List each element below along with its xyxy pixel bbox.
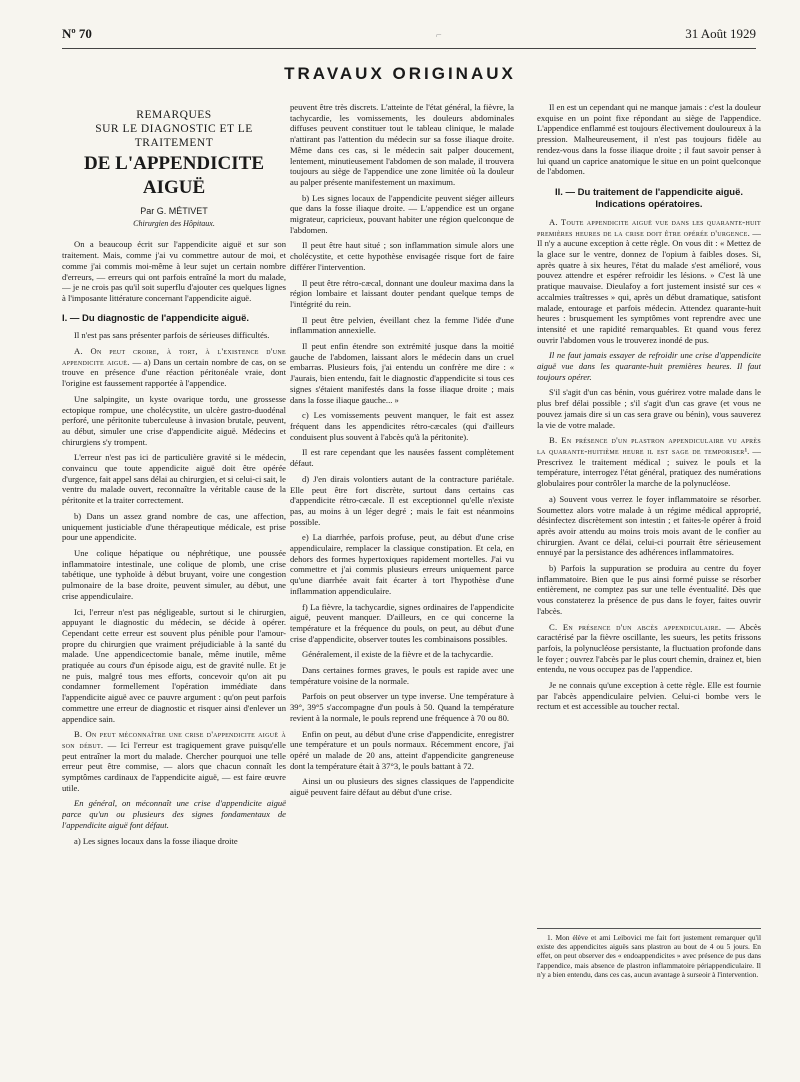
paragraph: S'il s'agit d'un cas bénin, vous guérirez votre malade dans le plus bref délai possible ; s'il s'agit d'un cas grave (et vous ne pouvez jamais dire si un cas sera grave ou bénin), vous sauverez la vie de votre malade. xyxy=(537,387,761,430)
paragraph: Il en est un cependant qui ne manque jamais : c'est la douleur exquise en un point fixe répondant au siège de l'appendice. L'appendice enflammé est toujours électivement douloureux à la pression. Malheureusement, il n'est pas toujours fidèle au rendez-vous dans la fosse iliaque droite ; il faut savoir penser à lui quand un caprice anatomique le situe en un point quelconque de l'abdomen. xyxy=(537,102,761,177)
article-affiliation: Chirurgien des Hôpitaux. xyxy=(133,218,215,228)
section-title: TRAVAUX ORIGINAUX xyxy=(284,64,516,83)
paragraph xyxy=(537,622,761,676)
paragraph: Une salpingite, un kyste ovarique tordu, une grossesse ectopique rompue, une cholécystite, un ulcère gastro-duodénal perforé, une péritonite tuberculeuse à invasion brutale, peuvent, au début, simuler une crise d'appendicite aiguë. Médecins et chirurgiens s'y trompent. xyxy=(62,393,286,447)
paragraph-text: — Il n'y a aucune exception à cette règle. On vous dit : « Mettez de la glace sur le ventre, donnez de l'opium à faibles doses. Si, après quatre à six heures, l'état du malade s'est amélioré, vous pouvez attendre et espérer refroidir les lésions. » C'est là une pratique mauvaise. Dieulafoy a fort justement insisté sur ces « accalmies traîtresses » qui, après un début dramatique, satisfont malade, entourage et parfois médecin. Attendez quarante-huit heures : brusquement les symptômes vont reprendre avec une intensité et une rapidité remarquables. Et quand vous ferez ouvrir l'abdomen vous le trouverez inondé de pus. xyxy=(537,227,761,345)
paragraph xyxy=(537,217,761,345)
paragraph: b) Parfois la suppuration se produira au centre du foyer inflammatoire. Bien que le pus ainsi formé puisse se résorber entièrement, ne comptez pas sur une telle éventualité. Dès que vous constaterez la présence de pus dans le foyer, faites ouvrir l'abcès. xyxy=(537,563,761,616)
paragraph: Il peut être rétro-cæcal, donnant une douleur maxima dans la région lombaire et laissant douter pendant quelque temps de l'intégrité du rein. xyxy=(290,277,514,309)
paragraph: Parfois on peut observer un type inverse. Une température à 39°, 39°5 s'accompagne d'un pouls à 50. Quand la température revient à la normale, le pouls reprend une fréquence à 70 ou 80. xyxy=(290,691,514,723)
column-1 xyxy=(62,102,286,1062)
paragraph: Généralement, il existe de la fièvre et de la tachycardie. xyxy=(302,649,494,660)
issue-number: Nº 70 xyxy=(62,26,92,41)
paragraph: f) La fièvre, la tachycardie, signes ordinaires de l'appendicite aiguë, peuvent manquer. D'ailleurs, en ce qui concerne la température et la fréquence du pouls, on peut, au début d'une crise d'appendicite, observer toutes les combinaisons possibles. xyxy=(290,601,514,644)
paragraph: b) Dans un assez grand nombre de cas, une affection, uniquement justiciable d'une thérapeutique médicale, est prise pour une appendicite. xyxy=(62,510,286,543)
paragraph-text: — Abcès caractérisé par la fièvre oscillante, les sueurs, les petits frissons parfois, la polynucléose persistante, la fluctuation profonde dans le foyer ; ouvrez l'abcès par le plus court chemin, drainez et, bien entendu, ne vous occupez pas de l'appendice. xyxy=(537,621,761,675)
paragraph: peuvent être très discrets. L'atteinte de l'état général, la fièvre, la tachycardie, les vomissements, les douleurs abdominales diffuses peuvent constituer tout le tableau clinique, le malade n'attirant pas l'attention du médecin sur sa fosse iliaque droite. Même dans ces cas, si le médecin sait palper doucement, lentement, minutieusement l'abdomen de son malade, il trouvera toujours au siège de l'appendice une zone limitée où la douleur au palper présente manifestement un maximum. xyxy=(290,102,514,187)
issue-date: 31 Août 1929 xyxy=(685,26,756,41)
paragraph: a) Les signes locaux dans la fosse iliaque droite xyxy=(74,835,238,846)
paragraph: Il est rare cependant que les nausées fassent complètement défaut. xyxy=(290,447,514,469)
run-in-heading: C. En présence d'un abcès appendiculaire. xyxy=(549,621,722,632)
section-heading: II. — Du traitement de l'appendicite aiguë. Indications opératoires. xyxy=(554,186,744,210)
paragraph: Il peut être pelvien, éveillant chez la femme l'idée d'une inflammation annexielle. xyxy=(290,314,514,336)
paragraph: On a beaucoup écrit sur l'appendicite aiguë et sur son traitement. Mais, comme j'ai vu commettre autour de moi, et comme j'ai commis moi-même à leur sujet un certain nombre d'erreurs, — erreurs qui ont parfois entraîné la mort du malade, — je ne crois pas qu'il soit superflu d'ajouter ces quelques lignes à l'imposante littérature concernant l'appendicite aiguë. xyxy=(62,239,286,303)
run-in-heading: B. En présence d'un plastron appendiculaire vu après la quarante-huitième heure il est sage de temporiser xyxy=(537,435,761,456)
paragraph: Il n'est pas sans présenter parfois de sérieuses difficultés. xyxy=(74,330,270,341)
run-in-heading: A. Toute appendicite aiguë vue dans les quarante-huit premières heures de la crise doit être opérée d'urgence. xyxy=(537,216,761,238)
run-in-heading: A. On peut croire, à tort, à l'existence d'une appendicite aiguë. xyxy=(62,346,286,367)
paragraph: c) Les vomissements peuvent manquer, le fait est assez fréquent dans les appendicites rétro-cæcales (qui d'ailleurs conduisent plus souvent à l'abcès qu'à la péritonite). xyxy=(290,410,514,442)
paragraph-text: — a) Dans un certain nombre de cas, on se trouve en présence d'une réaction péritonéale vraie, dont l'origine est faussement rapportée à l'appendice. xyxy=(62,356,286,389)
paragraph: En général, on méconnaît une crise d'appendicite aiguë parce qu'un ou plusieurs des signes fondamentaux de l'appendicite aiguë font défaut. xyxy=(62,798,286,830)
footnote xyxy=(537,928,761,979)
paragraph: Ici, l'erreur n'est pas négligeable, surtout si le chirurgien, appuyant le diagnostic du médecin, se décide à opérer. Cependant cette erreur est souvent plus pénible pour l'amour-propre du chirurgien que vraiment préjudiciable à la santé du malade. Une appendicectomie banale, même inutile, même pratiquée au cours d'un épisode aigu, est de gravité nulle. Et je ne puis, malgré tous mes efforts, concevoir qu'on ait pu condamner formellement l'opération immédiate dans l'appendicite aiguë avec ce pauvre argument : qu'on peut parfois commettre une erreur de diagnostic et risquer ainsi d'enlever un appendice sain. xyxy=(62,606,286,724)
paragraph-text: ¹. — Prescrivez le traitement médical ; suivez le pouls et la température, interrogez l'état général, pratiquez des numérations globulaires pour contrôler la marche de la polynucléose. xyxy=(537,445,761,489)
paragraph xyxy=(62,729,286,793)
article-author: Par G. MÉTIVET xyxy=(140,206,208,216)
paragraph xyxy=(537,435,761,489)
paragraph: Je ne connais qu'une exception à cette règle. Elle est fournie par l'abcès appendiculaire pelvien. Celui-ci bombe vers le rectum et est accessible au toucher rectal. xyxy=(537,680,761,712)
paragraph: Il peut être haut situé ; son inflammation simule alors une cholécystite, et cette hypothèse envisagée risque fort de faire différer l'intervention. xyxy=(290,240,514,272)
article-title-line3: DE L'APPENDICITE AIGUË xyxy=(84,153,264,198)
paragraph: Une colique hépatique ou néphrétique, une poussée inflammatoire intestinale, une colique de plomb, une crise tabétique, une typhoïde à début bruyant, voire une congestion pulmonaire de la base droite, peuvent simuler, au début, une crise appendiculaire. xyxy=(62,547,286,601)
paragraph: Il ne faut jamais essayer de refroidir une crise d'appendicite aiguë vue dans les quarante-huit premières heures. Il faut toujours opérer. xyxy=(537,350,761,382)
paragraph: e) La diarrhée, parfois profuse, peut, au début d'une crise appendiculaire, remplacer la classique constipation. Et cela, en dehors des formes hypertoxiques rapidement mortelles. J'ai vu commettre et j'ai commis plusieurs erreurs uniquement parce qu'une diarrhée avait fait écarter à tort l'hypothèse d'une inflammation appendiculaire. xyxy=(290,532,514,596)
header-rule xyxy=(62,48,756,49)
section-heading: I. — Du diagnostic de l'appendicite aiguë. xyxy=(62,312,250,324)
article-title-block xyxy=(62,108,286,229)
run-in-heading: B. On peut méconnaître une crise d'appendicite aiguë à son début. xyxy=(62,729,286,750)
paragraph: d) J'en dirais volontiers autant de la contracture pariétale. Elle peut être fort discrète, surtout dans certains cas d'appendicite rétro-cæcale. Il est exceptionnel qu'elle n'existe pas, au moins à un léger degré ; mais le fait est néanmoins possible. xyxy=(290,473,514,527)
page-header xyxy=(62,26,756,44)
paragraph: b) Les signes locaux de l'appendicite peuvent siéger ailleurs que dans la fosse iliaque droite. — L'appendice est un organe migrateur, capricieux, pouvant habiter une région quelconque de l'abdomen. xyxy=(290,192,514,235)
paragraph: a) Souvent vous verrez le foyer inflammatoire se résorber. Soumettez alors votre malade à un régime médical approprié, désinfectez discrètement son intestin ; et faites-le opérer à froid après avoir attendu au moins trois mois avant de le confier au chirurgien. Avant ce délai, celui-ci pourrait être sérieusement ennuyé par la persistance des adhérences inflammatoires. xyxy=(537,493,761,558)
paragraph: L'erreur n'est pas ici de particulière gravité si le médecin, convaincu que toute appendicite aiguë doit être opérée d'urgence, fait appel sans délai au chirurgien, et si celui-ci sait, le ventre du malade ouvert, reconnaître la véritable cause de la péritonite et la traiter correctement. xyxy=(62,452,286,506)
column-2 xyxy=(290,102,514,1062)
paragraph-text: — Ici l'erreur est tragiquement grave puisqu'elle peut entraîner la mort du malade. Chercher pourquoi une telle erreur peut être commise, — alors que chacun connaît les symptômes cardinaux de l'appendicite aiguë, — est faire œuvre utile. xyxy=(62,739,286,793)
paragraph: Ainsi un ou plusieurs des signes classiques de l'appendicite aiguë peuvent faire défaut au début d'une crise. xyxy=(290,776,514,798)
paragraph: Il peut enfin étendre son extrémité jusque dans la moitié gauche de l'abdomen, laissant alors le médecin dans un cruel embarras. Plusieurs fois, j'ai entendu un confrère me dire : « J'aurais, bien entendu, fait le diagnostic d'appendicite si tous ces signes s'étaient manifestés dans la fosse iliaque droite ; mais dans la fosse iliaque gauche... » xyxy=(290,341,514,405)
article-title-line2: SUR LE DIAGNOSTIC ET LE TRAITEMENT xyxy=(95,123,253,149)
printer-mark: ⌐ xyxy=(436,30,442,41)
paragraph: Enfin on peut, au début d'une crise d'appendicite, enregistrer une température et un pouls normaux. Récemment encore, j'ai opéré un malade de 20 ans, atteint d'appendicite gangreneuse dont la température était à 37°3, le pouls battant à 72. xyxy=(290,728,514,771)
paragraph xyxy=(62,346,286,389)
column-3 xyxy=(537,102,761,902)
paragraph: Dans certaines formes graves, le pouls est rapide avec une température voisine de la normale. xyxy=(290,665,514,686)
article-title-line1: REMARQUES xyxy=(136,109,212,121)
footnote-text: 1. Mon élève et ami Leibovici me fait fort justement remarquer qu'il existe des appendicites aiguës sans plastron au bout de 4 ou 5 jours. En effet, on peut observer des « endoappendicites » avec présence de pus dans l'appendice, mais absence de plastron inflammatoire périappendiculaire. Il n'y a bien entendu, dans ces cas, aucun avantage à surseoir à l'intervention. xyxy=(537,933,761,979)
